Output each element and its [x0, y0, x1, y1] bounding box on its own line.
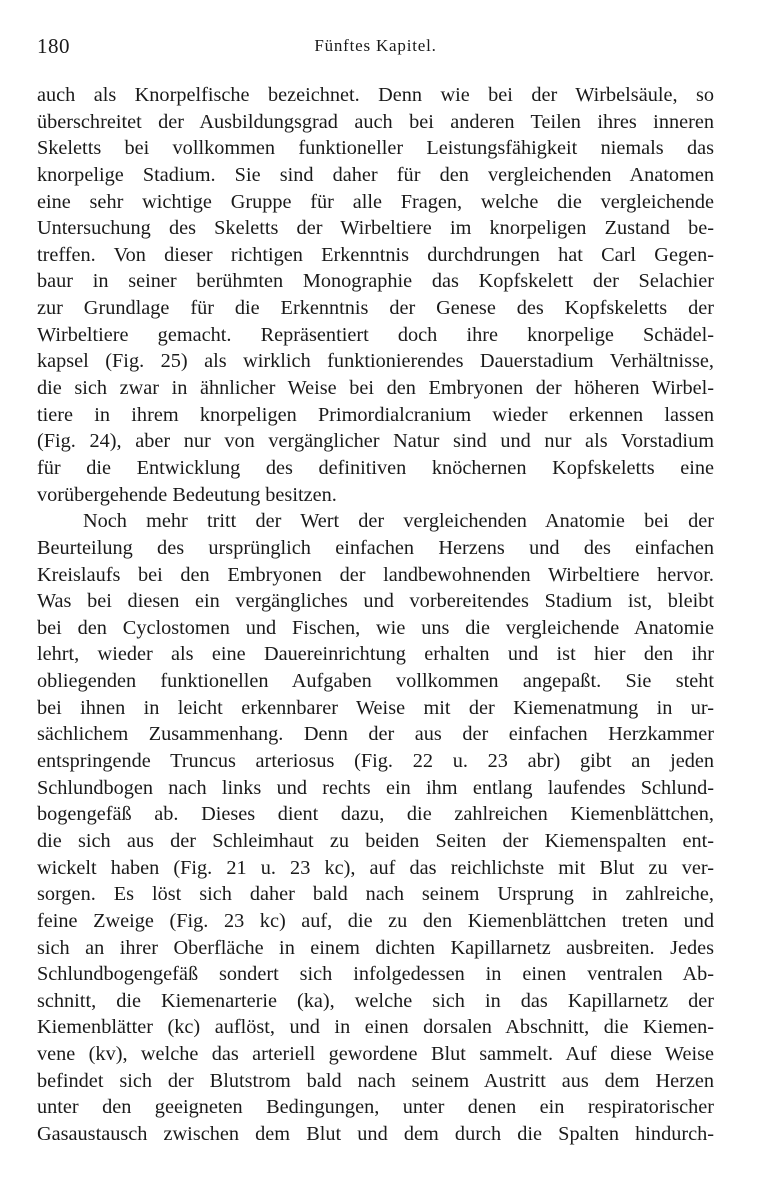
text-line: treffen. Von dieser richtigen Erkenntnis durchdrungen hat Carl Gegen- [37, 243, 714, 266]
text-line: zur Grundlage für die Erkenntnis der Genese des Kopfskeletts der [37, 297, 714, 320]
text-line: eine sehr wichtige Gruppe für alle Fragen, welche die vergleichende [37, 190, 714, 213]
text-line: wickelt haben (Fig. 21 u. 23 kc), auf das reichlichste mit Blut zu ver- [37, 856, 714, 879]
text-line: auch als Knorpelfische bezeichnet. Denn wie bei der Wirbelsäule, so [37, 84, 714, 106]
page-header [37, 34, 714, 60]
text-line: Noch mehr tritt der Wert der vergleichenden Anatomie bei der [83, 510, 714, 533]
text-line: feine Zweige (Fig. 23 kc) auf, die zu den Kiemenblättchen treten und [37, 909, 714, 932]
running-head: Fünftes Kapitel. [314, 36, 437, 55]
paragraph [37, 82, 714, 508]
text-line: Was bei diesen ein vergängliches und vorbereitendes Stadium ist, bleibt [37, 590, 714, 613]
text-line: Schlundbogen nach links und rechts ein ihm entlang laufendes Schlund- [37, 776, 714, 799]
text-line: für die Entwicklung des definitiven knöchernen Kopfskeletts eine [37, 456, 714, 479]
text-line: obliegenden funktionellen Aufgaben vollkommen angepaßt. Sie steht [37, 670, 714, 693]
text-line: bei ihnen in leicht erkennbarer Weise mit der Kiemenatmung in ur- [37, 696, 714, 719]
text-line: Beurteilung des ursprünglich einfachen Herzens und des einfachen [37, 536, 714, 559]
text-line: Kiemenblätter (kc) auflöst, und in einen dorsalen Abschnitt, die Kiemen- [37, 1016, 714, 1039]
text-line: baur in seiner berühmten Monographie das Kopfskelett der Selachier [37, 270, 714, 293]
text-line: bogengefäß ab. Dieses dient dazu, die zahlreichen Kiemenblättchen, [37, 803, 714, 826]
text-line: Untersuchung des Skeletts der Wirbeltiere im knorpeligen Zustand be- [37, 217, 714, 240]
text-line: vorübergehende Bedeutung besitzen. [37, 483, 337, 506]
text-line: sächlichem Zusammenhang. Denn der aus der einfachen Herzkammer [37, 723, 714, 746]
text-line: Kreislaufs bei den Embryonen der landbewohnenden Wirbeltiere hervor. [37, 563, 714, 586]
text-line: tiere in ihrem knorpeligen Primordialcranium wieder erkennen lassen [37, 403, 714, 426]
text-line: die sich zwar in ähnlicher Weise bei den Embryonen der höheren Wirbel- [37, 377, 714, 400]
page-number: 180 [37, 34, 70, 58]
text-line: sich an ihrer Oberfläche in einem dichten Kapillarnetz ausbreiten. Jedes [37, 936, 714, 959]
text-line: unter den geeigneten Bedingungen, unter denen ein respiratorischer [37, 1096, 714, 1119]
text-line: Gasaustausch zwischen dem Blut und dem durch die Spalten hindurch- [37, 1122, 714, 1145]
text-line: die sich aus der Schleimhaut zu beiden Seiten der Kiemenspalten ent- [37, 829, 714, 852]
text-line: Schlundbogengefäß sondert sich infolgedessen in einen ventralen Ab- [37, 963, 714, 986]
text-line: sorgen. Es löst sich daher bald nach seinem Ursprung in zahlreiche, [37, 883, 714, 906]
text-line: Skeletts bei vollkommen funktioneller Leistungsfähigkeit niemals das [37, 137, 714, 160]
body-text [37, 82, 714, 1148]
text-line: kapsel (Fig. 25) als wirklich funktionierendes Dauerstadium Verhältnisse, [37, 350, 714, 373]
text-line: lehrt, wieder als eine Dauereinrichtung erhalten und ist hier den ihr [37, 643, 714, 666]
text-line: vene (kv), welche das arteriell gewordene Blut sammelt. Auf diese Weise [37, 1043, 714, 1066]
text-line: (Fig. 24), aber nur von vergänglicher Natur sind und nur als Vorstadium [37, 430, 714, 453]
text-line: bei den Cyclostomen und Fischen, wie uns die vergleichende Anatomie [37, 616, 714, 639]
text-line: befindet sich der Blutstrom bald nach seinem Austritt aus dem Herzen [37, 1069, 714, 1092]
paragraph [37, 508, 714, 1147]
text-line: knorpelige Stadium. Sie sind daher für den vergleichenden Anatomen [37, 163, 714, 186]
text-line: überschreitet der Ausbildungsgrad auch bei anderen Teilen ihres inneren [37, 110, 714, 133]
text-line: schnitt, die Kiemenarterie (ka), welche sich in das Kapillarnetz der [37, 989, 714, 1012]
text-line: Wirbeltiere gemacht. Repräsentiert doch ihre knorpelige Schädel- [37, 323, 714, 346]
text-line: entspringende Truncus arteriosus (Fig. 22 u. 23 abr) gibt an jeden [37, 750, 714, 773]
